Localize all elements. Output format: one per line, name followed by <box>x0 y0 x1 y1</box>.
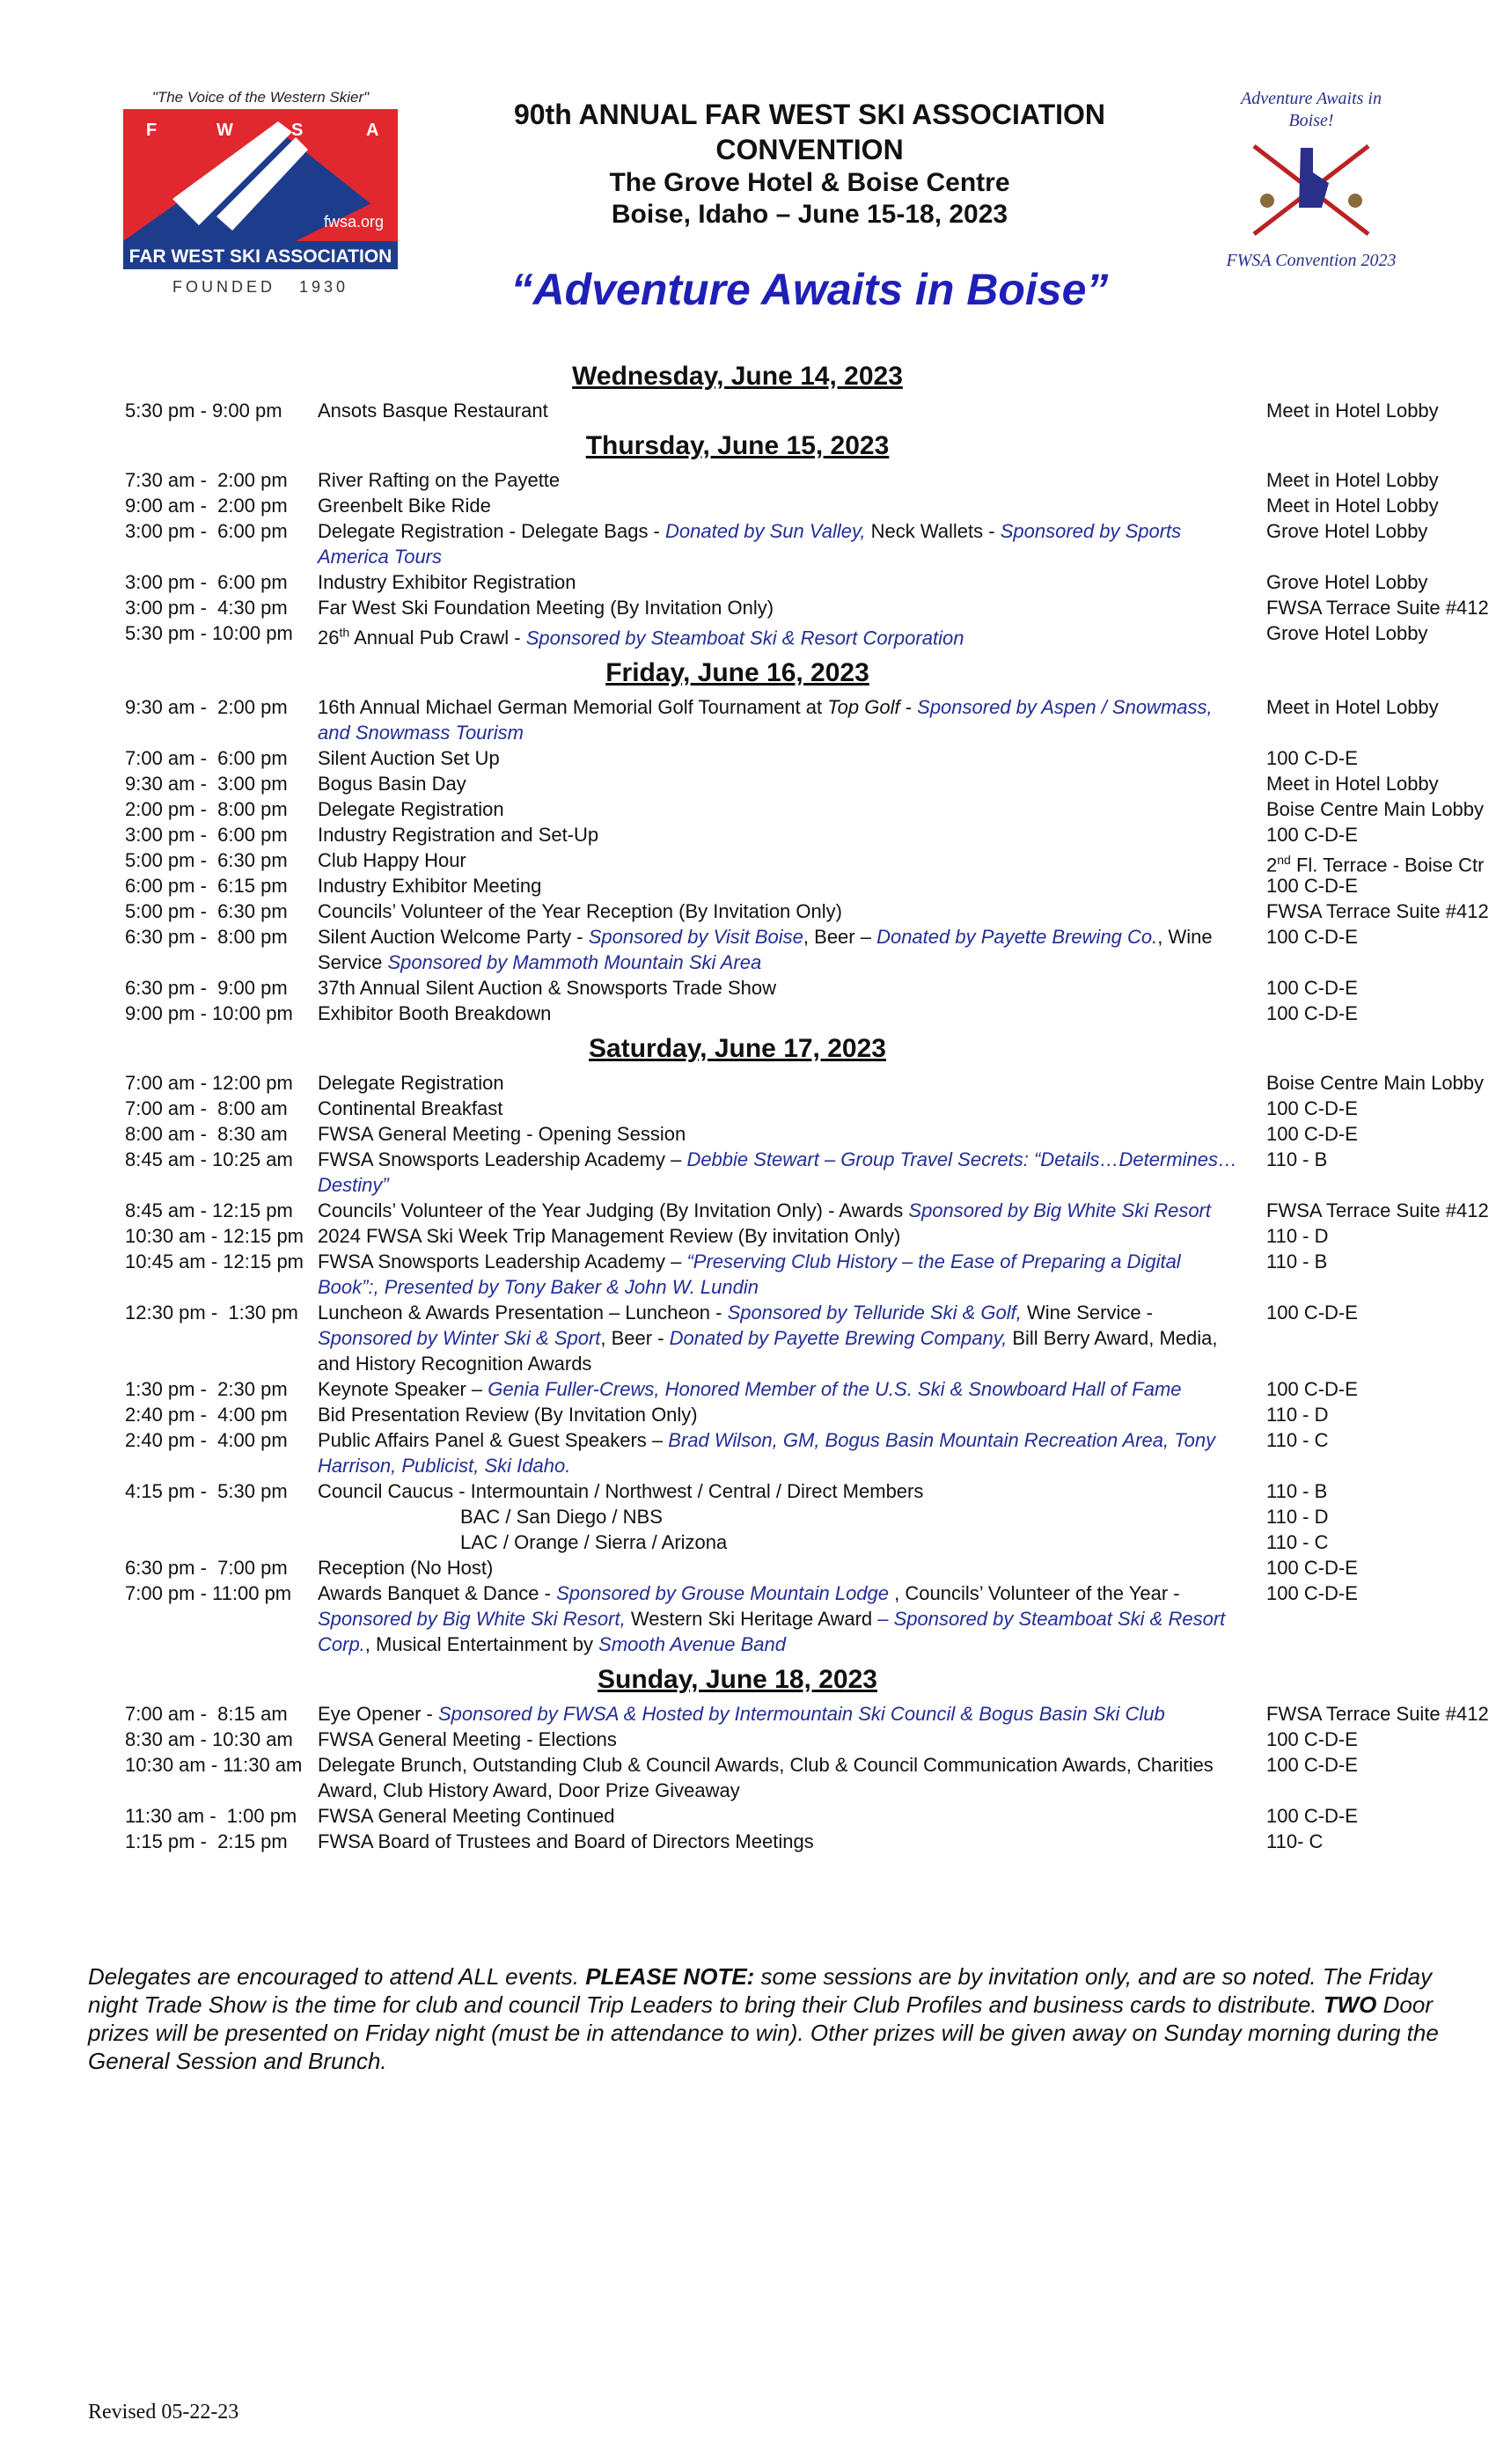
logo-letter-a: A <box>366 121 379 140</box>
event-location: 110 - D <box>1266 1506 1329 1529</box>
event-text: Awards Banquet & Dance - <box>318 1582 557 1605</box>
event-location: 100 C-D-E <box>1266 1754 1358 1777</box>
event-description <box>318 1198 1240 1223</box>
event-time: 3:00 pm - 6:00 pm <box>125 571 288 593</box>
footer-two: TWO <box>1323 1991 1377 2018</box>
schedule-row <box>0 1147 1496 1198</box>
schedule-row <box>0 1829 1496 1854</box>
header-title-line1: 90th ANNUAL FAR WEST SKI ASSOCIATION <box>513 99 1106 130</box>
schedule-row <box>0 1096 1496 1121</box>
event-location: Meet in Hotel Lobby <box>1266 400 1439 422</box>
event-text: Silent Auction Set Up <box>318 747 500 770</box>
event-location: 100 C-D-E <box>1266 875 1358 898</box>
event-time: 11:30 am - 1:00 pm <box>125 1805 297 1828</box>
event-description <box>318 467 1240 493</box>
event-description <box>318 975 1240 1001</box>
event-text: , Beer – <box>803 926 877 949</box>
schedule-row <box>0 1198 1496 1223</box>
sponsor-text: Donated by Sun Valley, <box>665 520 866 542</box>
event-description <box>318 1223 1240 1249</box>
event-time: 1:15 pm - 2:15 pm <box>125 1830 288 1853</box>
schedule-row <box>0 493 1496 518</box>
event-location: 110 - B <box>1266 1250 1328 1273</box>
event-location: 100 C-D-E <box>1266 1557 1358 1580</box>
sponsor-text: Donated by Payette Brewing Company, <box>669 1327 1008 1350</box>
event-text: 26th Annual Pub Crawl - <box>318 626 526 649</box>
event-location: 110 - D <box>1266 1404 1329 1426</box>
logo-founded: FOUNDED 1930 <box>172 278 349 296</box>
sponsor-text: Smooth Avenue Band <box>598 1633 786 1656</box>
event-description <box>318 1701 1240 1727</box>
schedule-row <box>0 822 1496 847</box>
event-text: Industry Exhibitor Meeting <box>318 875 542 898</box>
event-location: 100 C-D-E <box>1266 1378 1358 1401</box>
sponsor-text: Debbie Stewart – Group Travel Secrets: “Details…Determines…Destiny” <box>318 1148 1238 1197</box>
event-description <box>318 898 1240 924</box>
event-description <box>318 822 1240 847</box>
sponsor-text: Brad Wilson, GM, Bogus Basin Mountain Recreation Area, Tony Harrison, Publicist, Ski Idaho. <box>318 1429 1216 1478</box>
event-text: , Wine Service <box>318 926 1213 974</box>
event-description <box>318 1427 1240 1478</box>
schedule <box>0 354 1496 1854</box>
event-text: Bill Berry Award, Media, and History Recognition Awards <box>318 1327 1218 1375</box>
schedule-row <box>0 1121 1496 1147</box>
event-description <box>318 873 1240 898</box>
event-text: Bid Presentation Review (By Invitation Only) <box>318 1404 698 1426</box>
header-venue: The Grove Hotel & Boise Centre <box>609 168 1010 197</box>
schedule-row <box>0 1427 1496 1478</box>
event-time: 5:30 pm - 10:00 pm <box>125 622 293 644</box>
event-description <box>318 1402 1240 1427</box>
event-text: LAC / Orange / Sierra / Arizona <box>460 1531 728 1554</box>
schedule-row <box>0 1223 1496 1249</box>
event-time: 3:00 pm - 6:00 pm <box>125 520 288 542</box>
event-time: 8:30 am - 10:30 am <box>125 1728 293 1751</box>
schedule-row <box>0 518 1496 569</box>
schedule-row <box>0 1727 1496 1752</box>
event-location: 110 - D <box>1266 1225 1329 1248</box>
convention-logo-line1: Adventure Awaits in <box>1241 89 1382 108</box>
event-text: Far West Ski Foundation Meeting (By Invitation Only) <box>318 597 774 619</box>
sponsor-text: Sponsored by Aspen / Snowmass, and Snowmass Tourism <box>318 696 1213 744</box>
event-location: Meet in Hotel Lobby <box>1266 469 1439 491</box>
footer-text: Delegates are encouraged to attend ALL events. <box>88 1963 586 1990</box>
schedule-row <box>0 873 1496 898</box>
event-time: 9:30 am - 2:00 pm <box>125 696 288 719</box>
schedule-row <box>0 847 1496 876</box>
event-description <box>318 1070 1240 1096</box>
convention-logo <box>1206 84 1417 278</box>
event-time: 10:30 am - 11:30 am <box>125 1754 303 1777</box>
event-location: FWSA Terrace Suite #412 <box>1266 900 1489 923</box>
logo-letter-f: F <box>146 121 158 140</box>
sponsor-text: Sponsored by Big White Ski Resort, <box>318 1608 626 1631</box>
event-text: Delegate Brunch, Outstanding Club & Council Awards, Club & Council Communication Awards, Charities Award, Club History Award, Door Prize Giveaway <box>318 1754 1214 1802</box>
schedule-row <box>0 745 1496 771</box>
header-location-dates: Boise, Idaho – June 15-18, 2023 <box>611 200 1008 229</box>
event-text: , Beer - <box>600 1327 670 1350</box>
event-text: Neck Wallets - <box>865 520 1001 542</box>
event-text: - <box>899 696 918 719</box>
event-time: 3:00 pm - 6:00 pm <box>125 824 288 847</box>
schedule-row <box>0 569 1496 595</box>
day-heading: Friday, June 16, 2023 <box>605 658 869 688</box>
event-time: 9:30 am - 3:00 pm <box>125 773 288 796</box>
event-time: 6:30 pm - 9:00 pm <box>125 977 288 1000</box>
event-text: Luncheon & Awards Presentation – Luncheon - <box>318 1302 728 1324</box>
event-time: 7:00 pm - 11:00 pm <box>125 1582 292 1605</box>
event-location: 2nd Fl. Terrace - Boise Ctr <box>1266 853 1485 876</box>
event-time: 8:00 am - 8:30 am <box>125 1123 288 1146</box>
event-description <box>318 847 1240 873</box>
schedule-row <box>0 398 1496 423</box>
event-location: 110 - C <box>1266 1531 1329 1554</box>
footer-note <box>88 1962 1443 2075</box>
event-location: Boise Centre Main Lobby <box>1266 798 1485 821</box>
event-location: FWSA Terrace Suite #412 <box>1266 597 1489 619</box>
event-text: Eye Opener - <box>318 1703 438 1726</box>
event-time: 6:30 pm - 7:00 pm <box>125 1557 288 1580</box>
schedule-row <box>0 1580 1496 1657</box>
event-description <box>318 796 1240 822</box>
event-time: 9:00 pm - 10:00 pm <box>125 1002 293 1025</box>
event-location: 110- C <box>1266 1830 1324 1853</box>
event-text: FWSA Board of Trustees and Board of Directors Meetings <box>318 1830 814 1853</box>
schedule-row <box>0 1249 1496 1300</box>
schedule-row <box>0 924 1496 975</box>
event-time: 1:30 pm - 2:30 pm <box>125 1378 288 1401</box>
convention-logo-line2: Boise! <box>1288 111 1334 130</box>
event-text: Council Caucus - Intermountain / Northwest / Central / Direct Members <box>318 1480 924 1503</box>
event-description <box>318 1147 1240 1198</box>
event-time: 2:40 pm - 4:00 pm <box>125 1404 288 1426</box>
event-text: Continental Breakfast <box>318 1097 503 1120</box>
event-time: 8:45 am - 12:15 pm <box>125 1199 293 1222</box>
schedule-row <box>0 975 1496 1001</box>
schedule-row <box>0 796 1496 822</box>
skier-icon <box>1348 194 1362 208</box>
event-location: 100 C-D-E <box>1266 1582 1358 1605</box>
event-text: Bogus Basin Day <box>318 773 466 796</box>
sponsor-text: – Sponsored by Steamboat Ski & Resort Corp. <box>318 1608 1226 1656</box>
event-location: FWSA Terrace Suite #412 <box>1266 1703 1489 1726</box>
sponsor-text: Sponsored by Visit Boise <box>588 926 803 949</box>
schedule-row <box>0 1376 1496 1402</box>
day-heading: Sunday, June 18, 2023 <box>598 1665 877 1695</box>
event-time: 7:00 am - 8:15 am <box>125 1703 288 1726</box>
sponsor-text: Sponsored by Grouse Mountain Lodge <box>556 1582 890 1605</box>
day-heading: Thursday, June 15, 2023 <box>585 431 890 460</box>
schedule-row <box>0 1752 1496 1803</box>
event-text: Western Ski Heritage Award <box>625 1608 878 1631</box>
event-location: 100 C-D-E <box>1266 1302 1358 1324</box>
day-heading: Saturday, June 17, 2023 <box>589 1034 886 1064</box>
event-text: Keynote Speaker – <box>318 1378 488 1401</box>
schedule-row <box>0 1300 1496 1376</box>
event-location: 110 - B <box>1266 1480 1328 1503</box>
event-text: 37th Annual Silent Auction & Snowsports Trade Show <box>318 977 776 1000</box>
logo-site: fwsa.org <box>323 213 385 231</box>
event-description <box>318 694 1240 745</box>
event-description <box>318 569 1240 595</box>
event-location: 110 - C <box>1266 1429 1329 1452</box>
event-time: 5:30 pm - 9:00 pm <box>125 400 282 422</box>
schedule-row <box>0 1555 1496 1580</box>
event-description <box>318 1001 1240 1026</box>
sponsor-text: “Preserving Club History – the Ease of Preparing a Digital Book”:, Presented by Tony Baker & John W. Lundin <box>318 1250 1181 1299</box>
event-location: Boise Centre Main Lobby <box>1266 1072 1485 1095</box>
event-text: Delegate Registration <box>318 1072 504 1095</box>
event-time: 8:45 am - 10:25 am <box>125 1148 293 1171</box>
event-time: 10:30 am - 12:15 pm <box>125 1225 304 1248</box>
event-description <box>318 518 1240 569</box>
event-location: FWSA Terrace Suite #412 <box>1266 1199 1489 1222</box>
event-text: Wine Service - <box>1021 1302 1154 1324</box>
event-location: 100 C-D-E <box>1266 747 1358 770</box>
event-text: Councils’ Volunteer of the Year Reception (By Invitation Only) <box>318 900 842 923</box>
schedule-row <box>0 1478 1496 1504</box>
event-description <box>318 1249 1240 1300</box>
schedule-row <box>0 1803 1496 1829</box>
day-heading: Wednesday, June 14, 2023 <box>572 362 903 391</box>
event-time: 7:00 am - 8:00 am <box>125 1097 288 1120</box>
event-description <box>318 771 1240 796</box>
event-text: , Councils’ Volunteer of the Year - <box>889 1582 1180 1605</box>
event-location: Grove Hotel Lobby <box>1266 571 1428 593</box>
sponsor-text: Sponsored by Winter Ski & Sport <box>318 1327 601 1350</box>
event-description <box>318 1478 1240 1504</box>
event-time: 12:30 pm - 1:30 pm <box>125 1302 298 1324</box>
event-description <box>318 1829 1240 1854</box>
schedule-row <box>0 771 1496 796</box>
skier-icon <box>1260 194 1274 208</box>
header-tagline: “Adventure Awaits in Boise” <box>510 265 1109 314</box>
event-time: 10:45 am - 12:15 pm <box>125 1250 304 1273</box>
event-time: 7:30 am - 2:00 pm <box>125 469 288 491</box>
event-text: Councils’ Volunteer of the Year Judging (By Invitation Only) - Awards <box>318 1199 909 1222</box>
schedule-row <box>0 595 1496 620</box>
event-location: 100 C-D-E <box>1266 1097 1358 1120</box>
event-description <box>318 1504 1382 1529</box>
schedule-row <box>0 898 1496 924</box>
fwsa-logo <box>120 84 401 299</box>
sponsor-text: Sponsored by Mammoth Mountain Ski Area <box>387 951 762 974</box>
event-location: 100 C-D-E <box>1266 1805 1358 1828</box>
sponsor-text: Genia Fuller-Crews, Honored Member of the U.S. Ski & Snowboard Hall of Fame <box>488 1378 1182 1401</box>
sponsor-text: Sponsored by FWSA & Hosted by Intermountain Ski Council & Bogus Basin Ski Club <box>437 1703 1165 1726</box>
event-text: FWSA Snowsports Leadership Academy – <box>318 1148 687 1171</box>
event-time: 5:00 pm - 6:30 pm <box>125 900 288 923</box>
event-text: Ansots Basque Restaurant <box>318 400 548 422</box>
event-description <box>318 1803 1240 1829</box>
schedule-row <box>0 1070 1496 1096</box>
event-text: , Musical Entertainment by <box>364 1633 599 1656</box>
schedule-row <box>0 1402 1496 1427</box>
event-description <box>318 1727 1240 1752</box>
sponsor-text: Sponsored by Sports America Tours <box>318 520 1182 568</box>
event-location: Grove Hotel Lobby <box>1266 622 1428 644</box>
footer-text: Door prizes will be presented on Friday night (must be in attendance to win). Other prizes will be given away on Sunday morning during the General Session and Brunch. <box>88 1991 1439 2074</box>
event-time: 6:30 pm - 8:00 pm <box>125 926 288 949</box>
revision-date: Revised 05-22-23 <box>88 2401 239 2424</box>
event-text: FWSA Snowsports Leadership Academy – <box>318 1250 687 1273</box>
event-time: 6:00 pm - 6:15 pm <box>125 875 288 898</box>
schedule-row <box>0 694 1496 745</box>
sponsor-text: Donated by Payette Brewing Co. <box>876 926 1158 949</box>
event-location: Grove Hotel Lobby <box>1266 520 1428 542</box>
footer-text: some sessions are by invitation only, and are so noted. The Friday night Trade Show is the time for club and council Trip Leaders to bring their Club Profiles and business cards to distribute. <box>88 1963 1433 2018</box>
logo-letter-s: S <box>291 121 304 140</box>
schedule-row <box>0 1701 1496 1727</box>
event-text: BAC / San Diego / NBS <box>460 1506 663 1529</box>
schedule-row <box>0 620 1496 650</box>
event-text: Top Golf <box>827 696 900 719</box>
header-title-line2: CONVENTION <box>715 134 904 165</box>
event-description <box>318 1096 1240 1121</box>
event-time: 7:00 am - 6:00 pm <box>125 747 288 770</box>
schedule-row <box>0 1529 1496 1555</box>
sponsor-text: Sponsored by Big White Ski Resort <box>908 1199 1211 1222</box>
event-text: Public Affairs Panel & Guest Speakers – <box>318 1429 669 1452</box>
event-location: 100 C-D-E <box>1266 1728 1358 1751</box>
event-location: 100 C-D-E <box>1266 1123 1358 1146</box>
event-description <box>318 620 1240 650</box>
event-time: 7:00 am - 12:00 pm <box>125 1072 293 1095</box>
event-description <box>318 398 1240 423</box>
event-text: Greenbelt Bike Ride <box>318 495 491 517</box>
event-location: 110 - B <box>1266 1148 1328 1171</box>
event-text: River Rafting on the Payette <box>318 469 561 491</box>
event-location: Meet in Hotel Lobby <box>1266 495 1439 517</box>
event-location: 100 C-D-E <box>1266 1002 1358 1025</box>
event-text: Exhibitor Booth Breakdown <box>318 1002 552 1025</box>
event-text: Industry Exhibitor Registration <box>318 571 576 593</box>
event-text: FWSA General Meeting - Elections <box>318 1728 617 1751</box>
schedule-row <box>0 1504 1496 1529</box>
schedule-row <box>0 1001 1496 1026</box>
logo-name: FAR WEST SKI ASSOCIATION <box>128 246 392 267</box>
event-description <box>318 1121 1240 1147</box>
event-location: 100 C-D-E <box>1266 824 1358 847</box>
schedule-row <box>0 467 1496 493</box>
event-text: Reception (No Host) <box>318 1557 494 1580</box>
sponsor-text: Sponsored by Telluride Ski & Golf, <box>727 1302 1022 1324</box>
event-description <box>318 1529 1382 1555</box>
event-text: 16th Annual Michael German Memorial Golf Tournament at <box>318 696 828 719</box>
event-description <box>318 1376 1240 1402</box>
event-location: Meet in Hotel Lobby <box>1266 773 1439 796</box>
event-time: 2:40 pm - 4:00 pm <box>125 1429 288 1452</box>
event-description <box>318 493 1240 518</box>
event-description <box>318 1555 1240 1580</box>
event-description <box>318 1752 1240 1803</box>
event-time: 9:00 am - 2:00 pm <box>125 495 288 517</box>
event-location: 100 C-D-E <box>1266 977 1358 1000</box>
convention-logo-caption: FWSA Convention 2023 <box>1226 251 1397 270</box>
event-description <box>318 595 1240 620</box>
event-location: Meet in Hotel Lobby <box>1266 696 1439 719</box>
event-text: Delegate Registration <box>318 798 504 821</box>
event-description <box>318 745 1240 771</box>
event-description <box>318 1300 1240 1376</box>
event-description <box>318 924 1240 975</box>
event-text: 2024 FWSA Ski Week Trip Management Review (By invitation Only) <box>318 1225 901 1248</box>
event-text: FWSA General Meeting - Opening Session <box>318 1123 686 1146</box>
event-time: 5:00 pm - 6:30 pm <box>125 849 288 872</box>
event-text: Silent Auction Welcome Party - <box>318 926 589 949</box>
event-location: 100 C-D-E <box>1266 926 1358 949</box>
event-text: Delegate Registration - Delegate Bags - <box>318 520 665 542</box>
logo-tagline: "The Voice of the Western Skier" <box>151 89 370 106</box>
page-header <box>440 97 1179 315</box>
event-description <box>318 1580 1240 1657</box>
event-time: 4:15 pm - 5:30 pm <box>125 1480 288 1503</box>
logo-letter-w: W <box>216 121 233 140</box>
event-time: 3:00 pm - 4:30 pm <box>125 597 288 619</box>
event-text: Club Happy Hour <box>318 849 466 872</box>
event-text: FWSA General Meeting Continued <box>318 1805 615 1828</box>
event-text: Industry Registration and Set-Up <box>318 824 599 847</box>
footer-please-note: PLEASE NOTE: <box>585 1963 755 1990</box>
sponsor-text: Sponsored by Steamboat Ski & Resort Corporation <box>525 627 964 649</box>
event-time: 2:00 pm - 8:00 pm <box>125 798 288 821</box>
